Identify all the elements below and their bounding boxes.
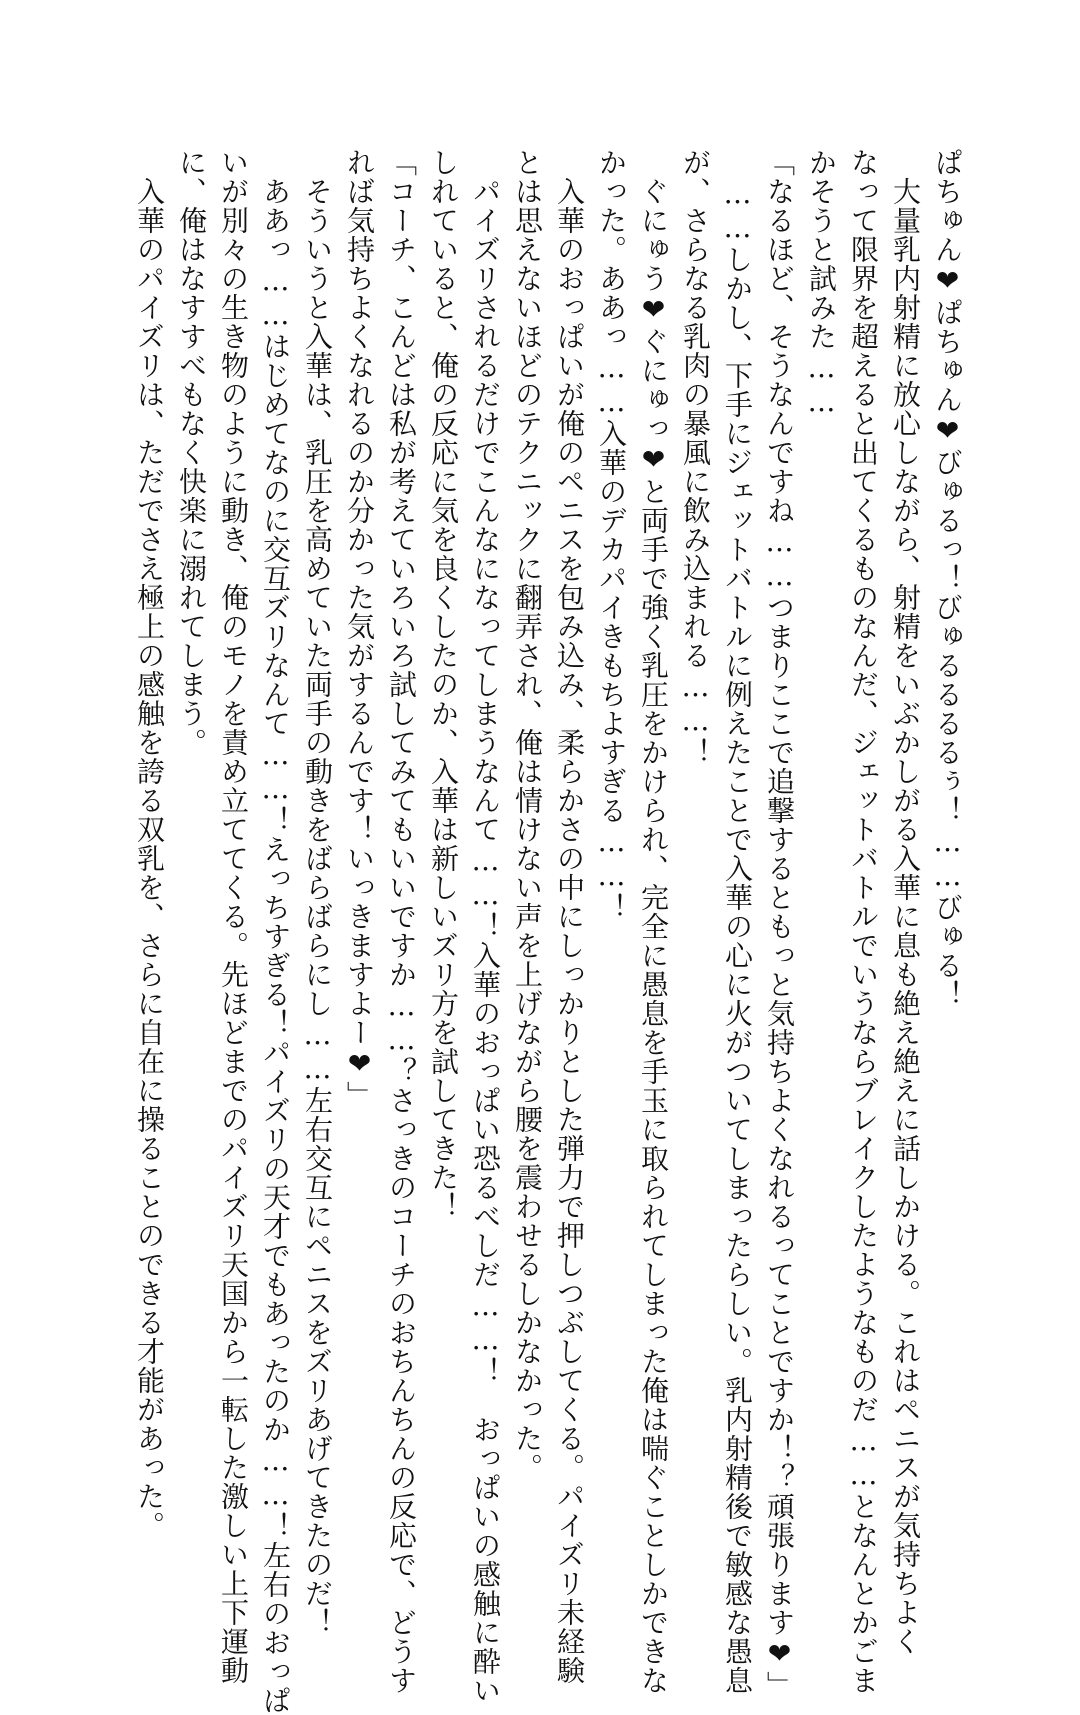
text-line-18: いが別々の生き物のように動き、俺のモノを責め立ててくる。先ほどまでのパイズリ天国から一転した激しい上下運動 (217, 148, 250, 1685)
text-line-4: かそうと試みた…… (805, 148, 838, 419)
text-line-10: 入華のおっぱいが俺のペニスを包み込み、柔らかさの中にしっかりとした弾力で押しつぶしてくる。パイズリ未経験 (553, 148, 586, 1685)
vertical-text-body (128, 148, 968, 1715)
text-line-9: かった。ああっ……入華のデカパイきもちよすぎる……！ (595, 148, 628, 922)
text-line-20: 入華のパイズリは、ただでさえ極上の感触を誇る双乳を、さらに自在に操ることのできる才能があった。 (133, 148, 166, 1540)
text-line-2: 大量乳内射精に放心しながら、射精をいぶかしがる入華に息も絶え絶えに話しかける。これはペニスが気持ちよく (889, 148, 922, 1656)
text-line-19: に、俺はなすすべもなく快楽に溺れてしまう。 (175, 148, 208, 757)
text-line-7: が、さらなる乳肉の暴風に飲み込まれる……！ (679, 148, 712, 767)
text-line-15: れば気持ちよくなれるのか分かった気がするんです！いっきますよー❤」 (343, 148, 376, 1110)
text-line-16: そういうと入華は、乳圧を高めていた両手の動きをばらばらにし……左右交互にペニスをズリあげてきたのだ！ (301, 148, 334, 1637)
text-line-8: ぐにゅう❤ぐにゅっ❤と両手で強く乳圧をかけられ、完全に愚息を手玉に取られてしまった俺は喘ぐことしかできな (637, 148, 670, 1695)
text-line-17: ああっ……はじめてなのに交互ズリなんて……！えっちすぎる！パイズリの天才でもあったのか……！左右のおっぱ (259, 148, 292, 1715)
text-line-14: 「コーチ、こんどは私が考えていろいろ試してみてもいいですか……？さっきのコーチのおちんちんの反応で、どうす (385, 148, 418, 1695)
text-line-5: 「なるほど、そうなんですね……つまりここで追撃するともっと気持ちよくなれるってことですか！？頑張ります❤」 (763, 148, 796, 1700)
text-line-13: しれていると、俺の反応に気を良くしたのか、入華は新しいズリ方を試してきた！ (427, 148, 460, 1221)
text-line-11: とは思えないほどのテクニックに翻弄され、俺は情けない声を上げながら腰を震わせるしかなかった。 (511, 148, 544, 1482)
text-line-3: なって限界を超えると出てくるものなんだ、ジェットバトルでいうならブレイクしたようなものだ……となんとかごま (847, 148, 880, 1695)
text-line-6: ……しかし、下手にジェットバトルに例えたことで入華の心に火がついてしまったらしい。乳内射精後で敏感な愚息 (721, 148, 754, 1695)
text-line-12: パイズリされるだけでこんなになってしまうなんて……！入華のおっぱい恐るべしだ……！ おっぱいの感触に酔い (469, 148, 502, 1705)
text-line-1: ぱちゅん❤ぱちゅん❤びゅるっ！びゅるるるるぅ！……びゅる！ (931, 148, 964, 1009)
